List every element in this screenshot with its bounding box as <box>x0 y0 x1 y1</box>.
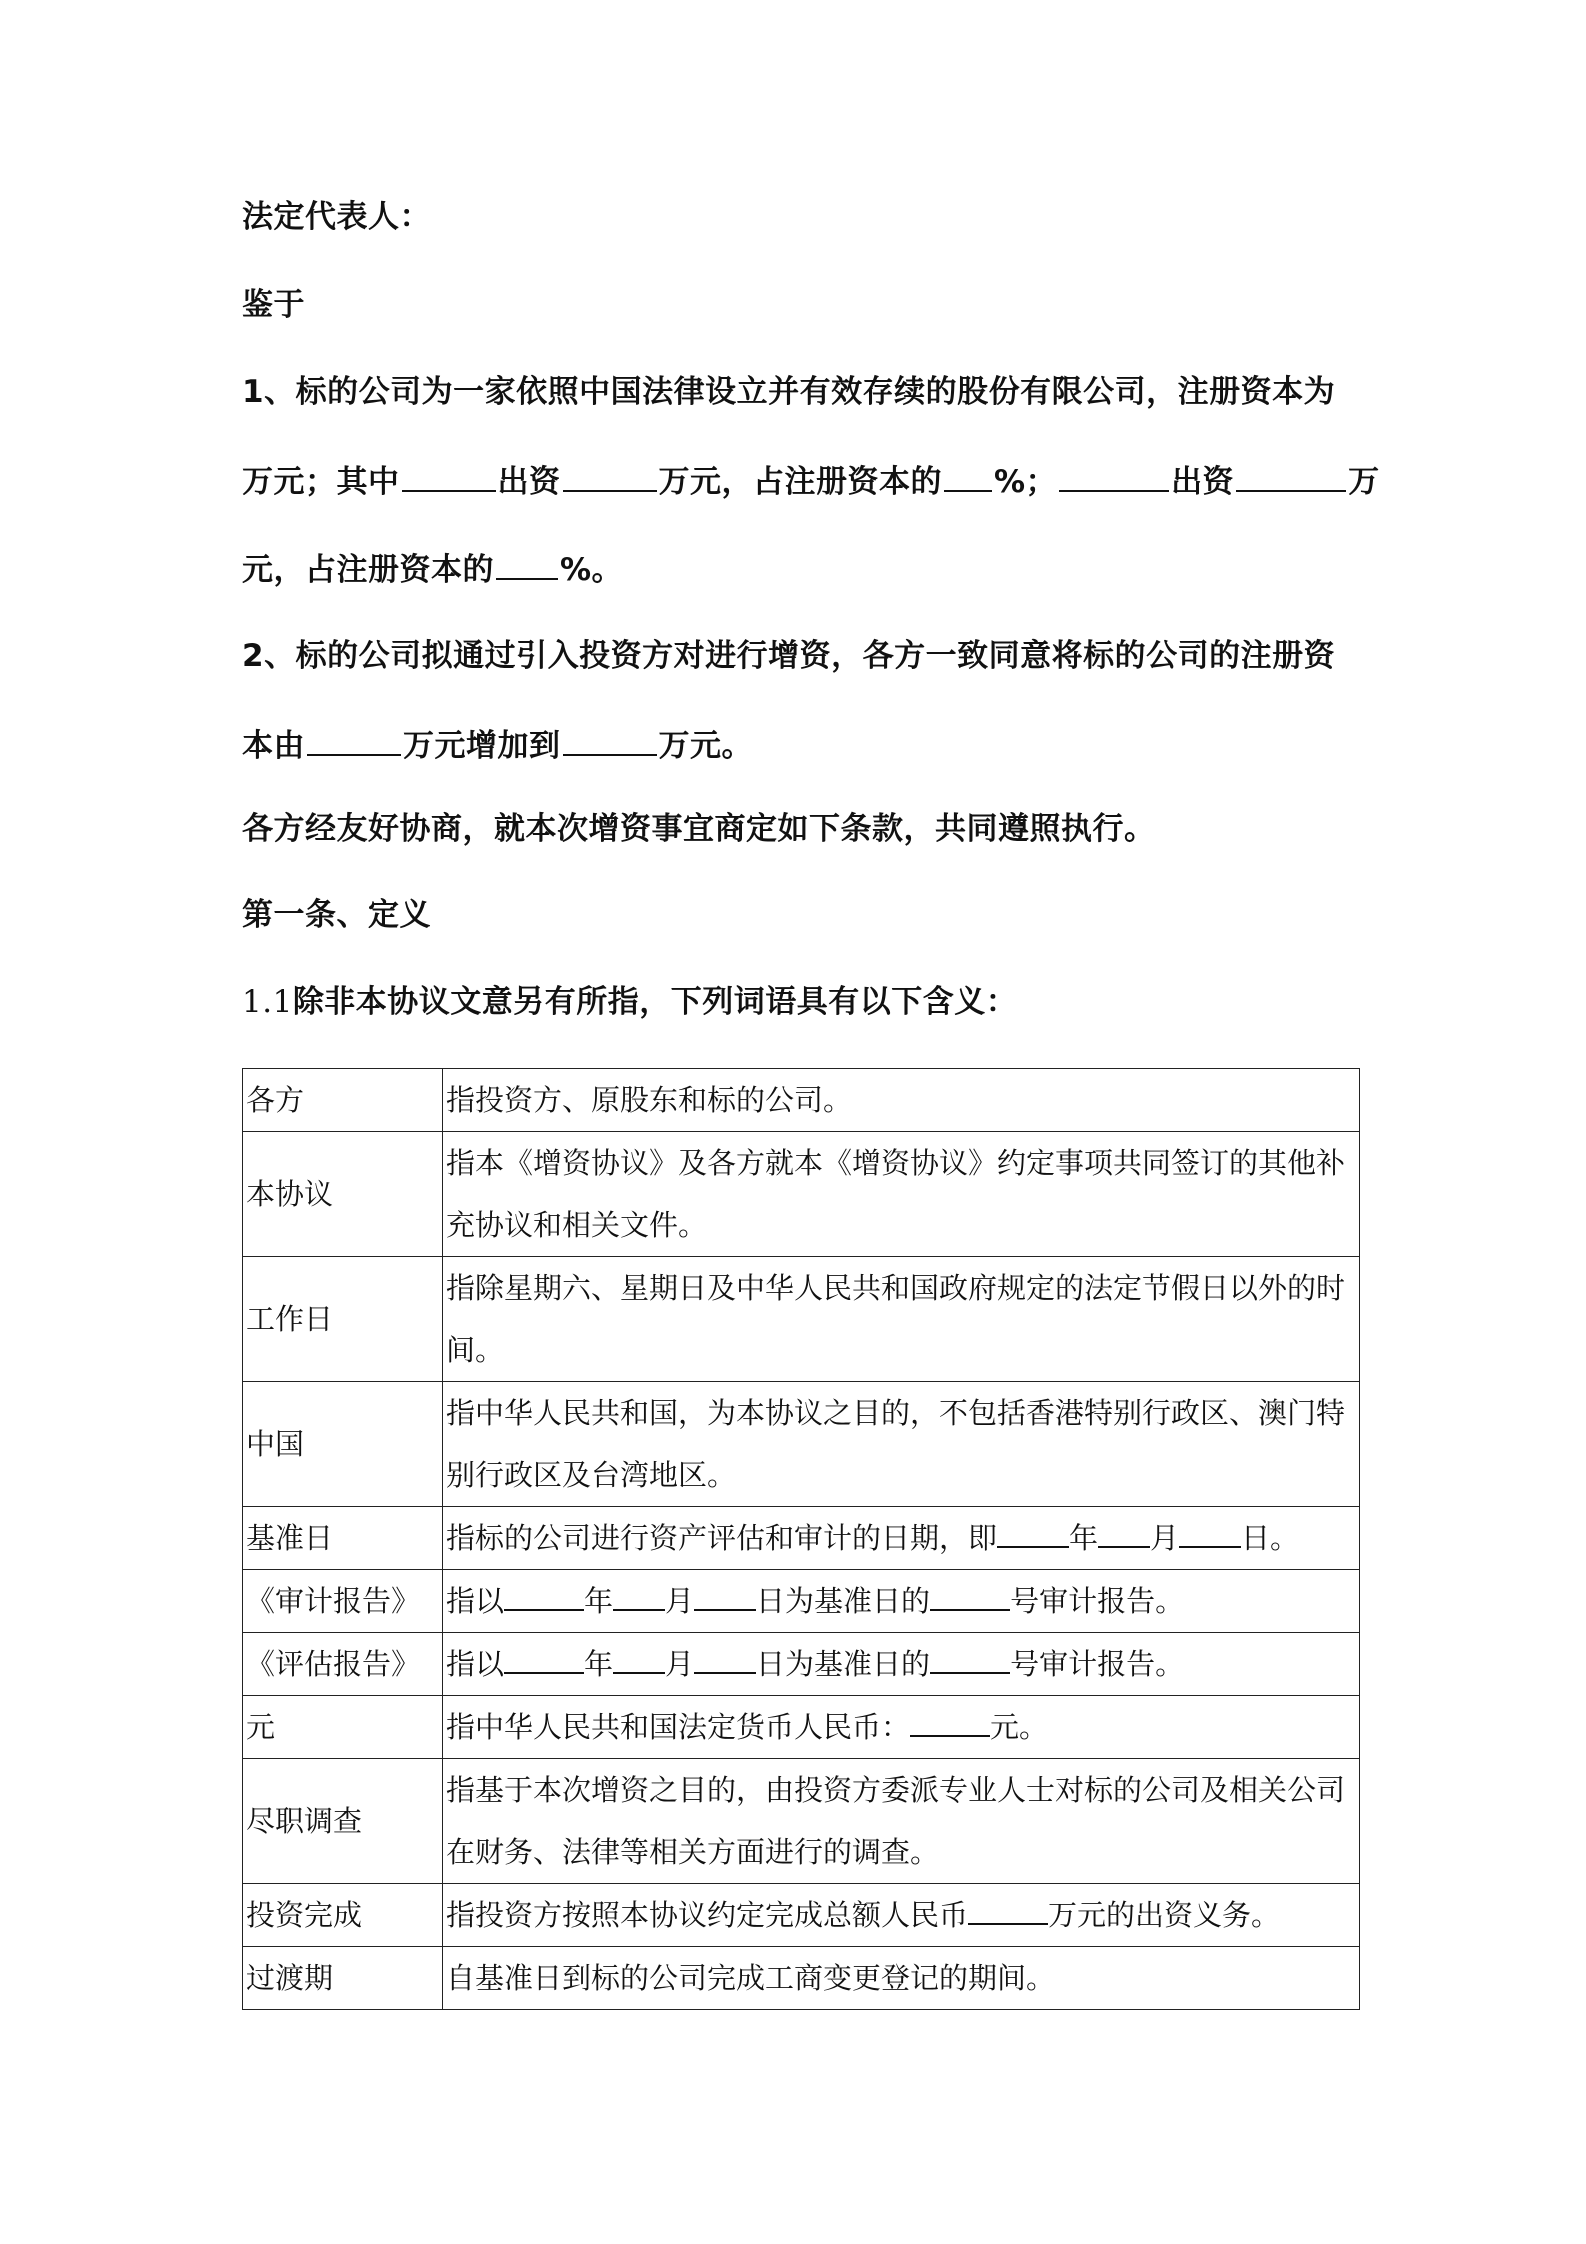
term-cell: 本协议 <box>243 1132 443 1257</box>
term-cell: 工作日 <box>243 1257 443 1382</box>
definition-text: 指投资方按照本协议约定完成总额人民币 <box>446 1898 969 1932</box>
table-row <box>243 1507 1360 1570</box>
fill-blank <box>997 1520 1069 1548</box>
recital-text: 出资 <box>1171 464 1235 500</box>
table-row <box>243 1132 1360 1257</box>
fill-blank <box>307 724 401 756</box>
definition-text: 日。 <box>1241 1521 1300 1555</box>
fill-blank <box>613 1583 665 1611</box>
definition-text: 指中华人民共和国法定货币人民币： <box>446 1710 911 1744</box>
definition-text: 指以 <box>446 1647 505 1681</box>
recital-text: 出资 <box>497 464 561 500</box>
definition-text: 号审计报告。 <box>1010 1647 1185 1681</box>
fill-blank <box>496 548 558 580</box>
table-row <box>243 1570 1360 1633</box>
article-1-heading: 第一条、定义 <box>242 897 431 933</box>
recital-text: %。 <box>560 552 624 588</box>
definition-cell: 指本《增资协议》及各方就本《增资协议》约定事项共同签订的其他补充协议和相关文件。 <box>443 1132 1360 1257</box>
definition-cell <box>443 1507 1360 1570</box>
fill-blank <box>563 724 657 756</box>
table-row <box>243 1759 1360 1884</box>
definition-text: 指以 <box>446 1584 505 1618</box>
term-cell: 过渡期 <box>243 1947 443 2010</box>
term-cell: 尽职调查 <box>243 1759 443 1884</box>
fill-blank <box>1179 1520 1241 1548</box>
recital-text: 万元，占注册资本的 <box>658 464 942 500</box>
table-row <box>243 1696 1360 1759</box>
definition-text: 指标的公司进行资产评估和审计的日期，即 <box>446 1521 998 1555</box>
definition-cell <box>443 1633 1360 1696</box>
fill-blank <box>613 1646 665 1674</box>
definition-cell: 指中华人民共和国，为本协议之目的，不包括香港特别行政区、澳门特别行政区及台湾地区。 <box>443 1382 1360 1507</box>
definition-text: 月 <box>1150 1521 1180 1555</box>
whereas-heading: 鉴于 <box>242 287 305 323</box>
clause-number: 1.1 <box>242 984 293 1020</box>
definitions-table <box>242 1068 1360 2010</box>
clause-1-1 <box>242 982 1017 1022</box>
recital-text: 万元增加到 <box>403 728 561 764</box>
definition-cell: 指投资方、原股东和标的公司。 <box>443 1069 1360 1132</box>
definition-text: 月 <box>665 1647 695 1681</box>
term-cell: 元 <box>243 1696 443 1759</box>
recital-1-line-3 <box>242 548 623 590</box>
recital-text: 万元。 <box>658 728 753 764</box>
fill-blank <box>694 1646 756 1674</box>
fill-blank <box>402 460 496 492</box>
definition-text: 月 <box>665 1584 695 1618</box>
fill-blank <box>968 1897 1048 1925</box>
definition-text: 元。 <box>990 1710 1049 1744</box>
definition-text: 日为基准日的 <box>756 1647 931 1681</box>
table-row <box>243 1947 1360 2010</box>
definition-text: 万元的出资义务。 <box>1048 1898 1281 1932</box>
term-cell: 《审计报告》 <box>243 1570 443 1633</box>
recital-text: 万 <box>1348 464 1380 500</box>
table-row <box>243 1069 1360 1132</box>
fill-blank <box>910 1709 990 1737</box>
recital-2-line-2 <box>242 724 753 766</box>
fill-blank <box>944 460 992 492</box>
recital-text: 本由 <box>242 728 305 764</box>
definition-text: 年 <box>1069 1521 1099 1555</box>
fill-blank <box>1059 460 1169 492</box>
term-cell: 投资完成 <box>243 1884 443 1947</box>
definition-cell <box>443 1884 1360 1947</box>
clause-text: 除非本协议文意另有所指，下列词语具有以下含义： <box>292 984 1018 1020</box>
term-cell: 各方 <box>243 1069 443 1132</box>
definition-cell <box>443 1696 1360 1759</box>
fill-blank <box>504 1583 584 1611</box>
definition-text: 年 <box>584 1584 614 1618</box>
legal-representative-line: 法定代表人： <box>242 199 431 235</box>
term-cell: 中国 <box>243 1382 443 1507</box>
definition-cell: 指基于本次增资之目的，由投资方委派专业人士对标的公司及相关公司在财务、法律等相关方面进行的调查。 <box>443 1759 1360 1884</box>
fill-blank <box>563 460 657 492</box>
fill-blank <box>694 1583 756 1611</box>
term-cell: 《评估报告》 <box>243 1633 443 1696</box>
recital-text: 元，占注册资本的 <box>242 552 494 588</box>
definition-text: 日为基准日的 <box>756 1584 931 1618</box>
recital-2-line-1: 2、标的公司拟通过引入投资方对进行增资，各方一致同意将标的公司的注册资 <box>242 638 1336 674</box>
recital-text: 万元；其中 <box>242 464 400 500</box>
recital-1-line-1: 1、标的公司为一家依照中国法律设立并有效存续的股份有限公司，注册资本为 <box>242 374 1336 410</box>
table-row <box>243 1633 1360 1696</box>
fill-blank <box>504 1646 584 1674</box>
fill-blank <box>930 1583 1010 1611</box>
definition-cell <box>443 1570 1360 1633</box>
recital-1-line-2 <box>242 460 1380 502</box>
agreement-statement: 各方经友好协商，就本次增资事宜商定如下条款，共同遵照执行。 <box>242 811 1156 847</box>
fill-blank <box>1098 1520 1150 1548</box>
fill-blank <box>1236 460 1346 492</box>
fill-blank <box>930 1646 1010 1674</box>
definition-cell: 自基准日到标的公司完成工商变更登记的期间。 <box>443 1947 1360 2010</box>
recital-text: %； <box>994 464 1058 500</box>
table-row <box>243 1257 1360 1382</box>
table-row <box>243 1884 1360 1947</box>
definition-text: 号审计报告。 <box>1010 1584 1185 1618</box>
table-row <box>243 1382 1360 1507</box>
definition-text: 年 <box>584 1647 614 1681</box>
definition-cell: 指除星期六、星期日及中华人民共和国政府规定的法定节假日以外的时间。 <box>443 1257 1360 1382</box>
term-cell: 基准日 <box>243 1507 443 1570</box>
